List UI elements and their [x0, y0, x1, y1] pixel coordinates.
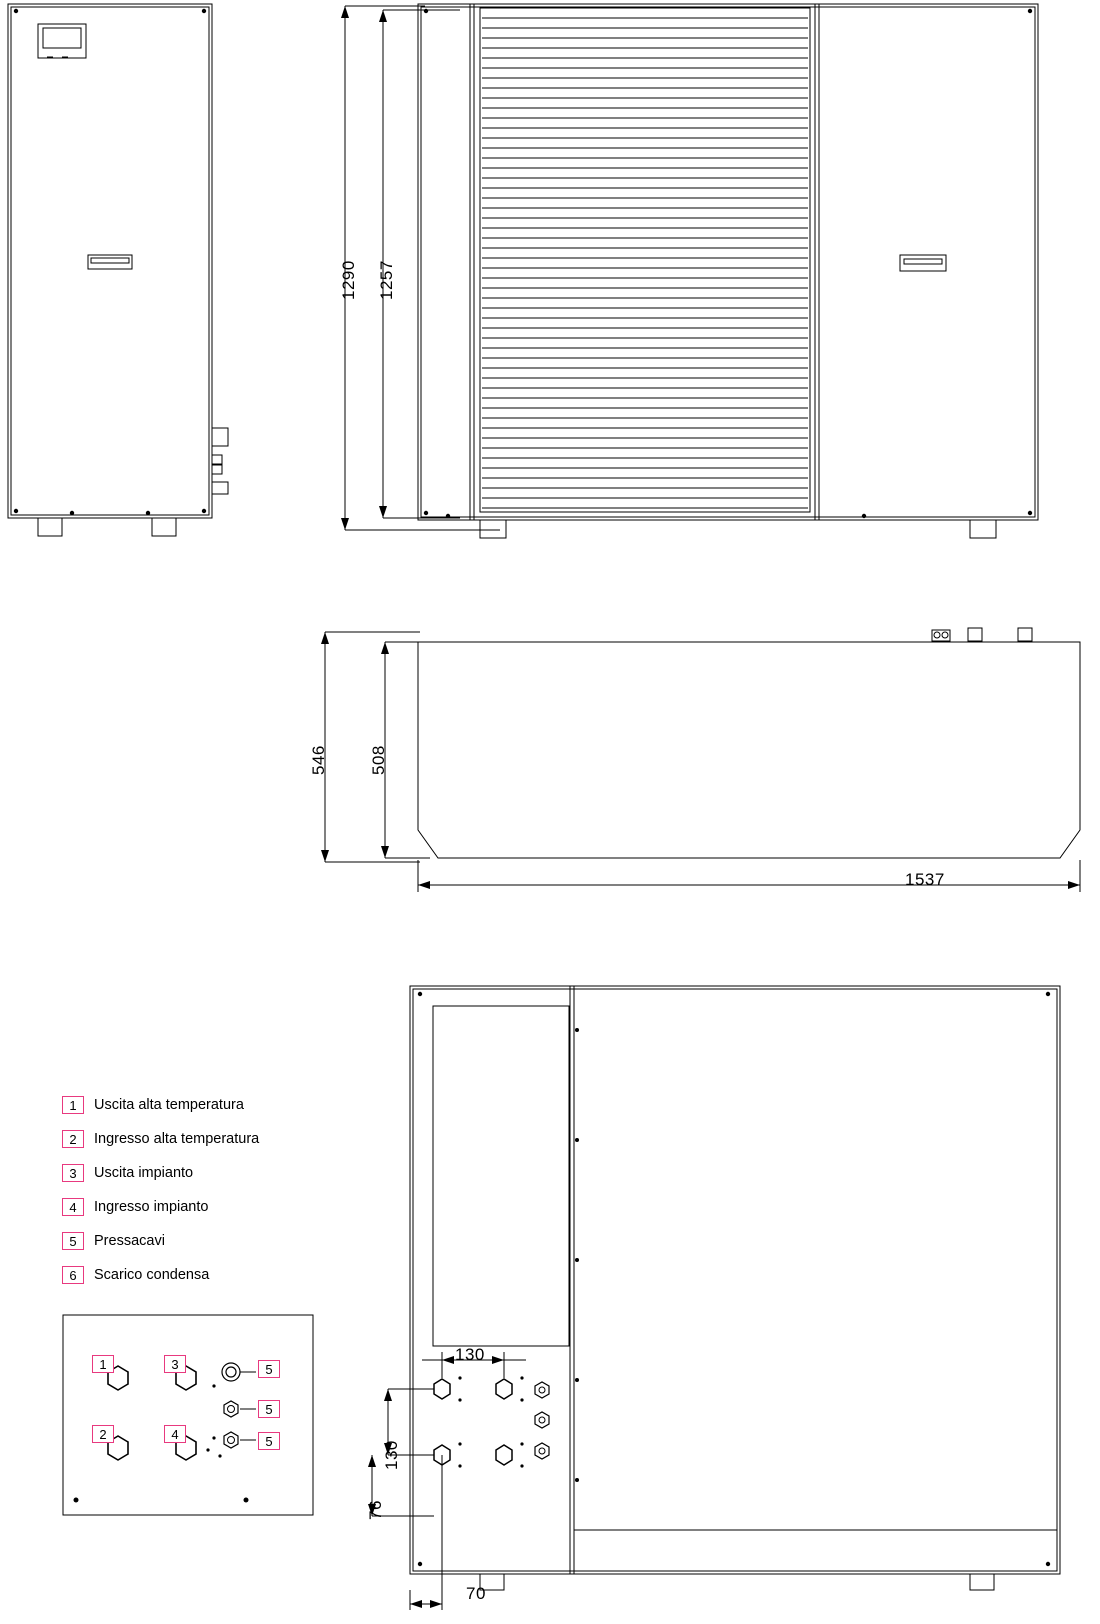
dim-546: 546 — [309, 745, 328, 775]
legend-number-3: 3 — [62, 1164, 84, 1182]
dim-70: 70 — [466, 1584, 486, 1603]
dim-76: 76 — [366, 1500, 385, 1520]
legend-number-1: 1 — [62, 1096, 84, 1114]
dim-130-vertical: 130 — [382, 1440, 401, 1470]
panel-callout-5b: 5 — [258, 1400, 280, 1418]
legend-label-1: Uscita alta temperatura — [94, 1097, 244, 1113]
panel-callout-4: 4 — [164, 1425, 186, 1443]
legend-label-2: Ingresso alta temperatura — [94, 1131, 260, 1147]
legend-item-4 — [62, 1198, 208, 1216]
legend-label-6: Scarico condensa — [94, 1267, 210, 1283]
dim-1537: 1537 — [905, 870, 945, 889]
panel-callout-5a: 5 — [258, 1360, 280, 1378]
legend-item-1 — [62, 1096, 244, 1114]
dim-1290: 1290 — [339, 260, 358, 300]
legend-item-6 — [62, 1266, 209, 1284]
rear-view-with-connections — [330, 960, 1100, 1624]
top-view — [300, 620, 1100, 910]
legend-number-5: 5 — [62, 1232, 84, 1250]
legend-item-5 — [62, 1232, 165, 1250]
legend-label-3: Uscita impianto — [94, 1165, 194, 1181]
dim-1257: 1257 — [377, 260, 396, 300]
legend-label-5: Pressacavi — [94, 1233, 165, 1249]
legend-item-2 — [62, 1130, 259, 1148]
dim-130-horizontal: 130 — [455, 1345, 485, 1364]
legend-item-3 — [62, 1164, 193, 1182]
panel-callout-2: 2 — [92, 1425, 114, 1443]
panel-callout-5c: 5 — [258, 1432, 280, 1450]
dim-508: 508 — [369, 745, 388, 775]
legend-number-6: 6 — [62, 1266, 84, 1284]
side-view-left — [0, 0, 250, 560]
legend-number-4: 4 — [62, 1198, 84, 1216]
front-view — [330, 0, 1100, 560]
legend-label-4: Ingresso impianto — [94, 1199, 209, 1215]
legend-number-2: 2 — [62, 1130, 84, 1148]
panel-callout-3: 3 — [164, 1355, 186, 1373]
panel-callout-1: 1 — [92, 1355, 114, 1373]
